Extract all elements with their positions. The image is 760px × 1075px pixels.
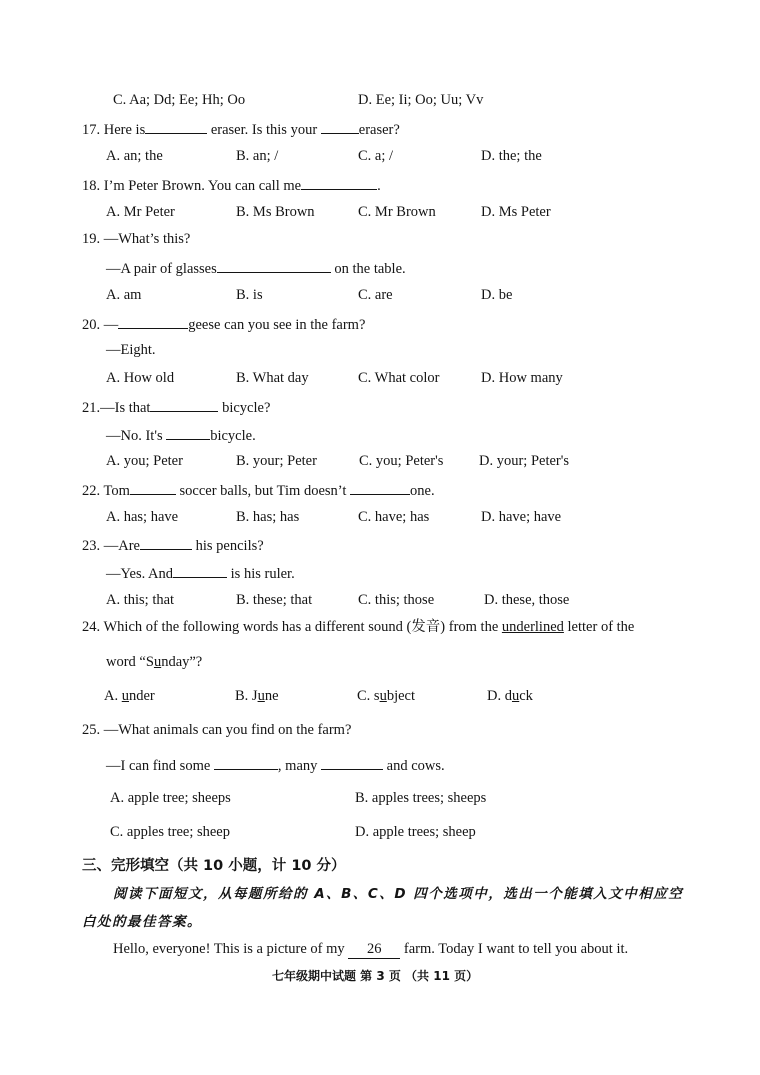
q25-option-a: A. apple tree; sheeps [110, 790, 231, 806]
page-footer: 七年级期中试题 第 3 页 （共 11 页） [272, 969, 479, 983]
answer-blank [350, 480, 410, 495]
question-number: 23. [82, 538, 101, 554]
question-25: 25. —What animals can you find on the farm? [82, 722, 352, 738]
q25-option-b: B. apples trees; sheeps [355, 790, 487, 806]
answer-blank [166, 425, 210, 440]
q23-option-d: D. these, those [484, 592, 570, 608]
question-number: 17. [82, 122, 101, 138]
section-heading: 三、完形填空（共 10 小题，计 10 分） [82, 858, 346, 874]
q24-option-a: A. under [104, 688, 155, 704]
question-number: 21. [82, 400, 101, 416]
q20-option-d: D. How many [481, 370, 563, 386]
q17-option-c: C. a; / [358, 148, 394, 164]
question-20: 20. — geese can you see in the farm? [82, 314, 365, 334]
question-23: 23. —Are his pencils? [82, 535, 264, 555]
q23-option-b: B. these; that [236, 592, 313, 608]
cloze-blank-26: 26 [348, 940, 400, 959]
q23-option-c: C. this; those [358, 592, 435, 608]
answer-blank [140, 535, 192, 550]
answer-blank [145, 119, 207, 134]
question-20-line2: —Eight. [106, 342, 156, 358]
cloze-passage: Hello, everyone! This is a picture of my 26 farm. Today I want to tell you about it. [113, 941, 629, 957]
question-24-line2: word “Sunday”? [106, 654, 203, 670]
q24-option-b: B. June [235, 688, 279, 704]
q18-option-b: B. Ms Brown [236, 204, 315, 220]
answer-blank [217, 258, 331, 273]
answer-blank [173, 563, 227, 578]
q18-option-a: A. Mr Peter [106, 204, 175, 220]
q20-option-a: A. How old [106, 370, 175, 386]
q17-option-b: B. an; / [236, 148, 279, 164]
q19-option-d: D. be [481, 287, 513, 303]
question-18: 18. I’m Peter Brown. You can call me . [82, 175, 381, 195]
q21-option-b: B. your; Peter [236, 453, 317, 469]
answer-blank [214, 755, 278, 770]
question-17: 17. Here is eraser. Is this your eraser? [82, 119, 400, 139]
section-instruction-cont: 白处的最佳答案。 [82, 914, 202, 930]
question-22: 22. Tom soccer balls, but Tim doesn’t one. [82, 480, 435, 500]
question-21: 21.—Is that bicycle? [82, 397, 270, 417]
question-number: 19. [82, 231, 101, 247]
q22-option-b: B. has; has [236, 509, 300, 525]
question-number: 18. [82, 178, 101, 194]
answer-blank [150, 397, 218, 412]
q19-option-b: B. is [236, 287, 263, 303]
q19-option-a: A. am [106, 287, 142, 303]
q24-option-d: D. duck [487, 688, 533, 704]
answer-blank [321, 755, 383, 770]
answer-blank [301, 175, 377, 190]
q16-option-c: C. Aa; Dd; Ee; Hh; Oo [113, 92, 246, 108]
question-23-line2: —Yes. And is his ruler. [106, 563, 295, 583]
q17-option-d: D. the; the [481, 148, 542, 164]
answer-blank [118, 314, 188, 329]
question-number: 24. [82, 619, 101, 635]
q21-option-a: A. you; Peter [106, 453, 183, 469]
answer-blank [130, 480, 176, 495]
question-19: 19. —What’s this? [82, 231, 191, 247]
question-21-line2: —No. It's bicycle. [106, 425, 256, 445]
q19-option-c: C. are [358, 287, 393, 303]
q20-option-c: C. What color [358, 370, 440, 386]
q22-option-a: A. has; have [106, 509, 179, 525]
q21-option-c: C. you; Peter's [359, 453, 444, 469]
q23-option-a: A. this; that [106, 592, 175, 608]
question-number: 25. [82, 722, 101, 738]
section-instruction: 阅读下面短文，从每题所给的 A、B、C、D 四个选项中，选出一个能填入文中相应空 [113, 886, 684, 902]
question-number: 20. [82, 317, 101, 333]
q22-option-d: D. have; have [481, 509, 562, 525]
question-number: 22. [82, 483, 101, 499]
q17-option-a: A. an; the [106, 148, 163, 164]
q22-option-c: C. have; has [358, 509, 430, 525]
q18-option-d: D. Ms Peter [481, 204, 551, 220]
q25-option-c: C. apples tree; sheep [110, 824, 230, 840]
q24-option-c: C. subject [357, 688, 416, 704]
q21-option-d: D. your; Peter's [479, 453, 570, 469]
q20-option-b: B. What day [236, 370, 309, 386]
question-24: 24. Which of the following words has a different sound (发音) from the underlined letter of the [82, 619, 635, 635]
q18-option-c: C. Mr Brown [358, 204, 436, 220]
q16-option-d: D. Ee; Ii; Oo; Uu; Vv [358, 92, 484, 108]
question-25-line2: —I can find some , many and cows. [106, 755, 445, 775]
answer-blank [321, 119, 359, 134]
q25-option-d: D. apple trees; sheep [355, 824, 476, 840]
question-19-line2: —A pair of glasses on the table. [106, 258, 406, 278]
